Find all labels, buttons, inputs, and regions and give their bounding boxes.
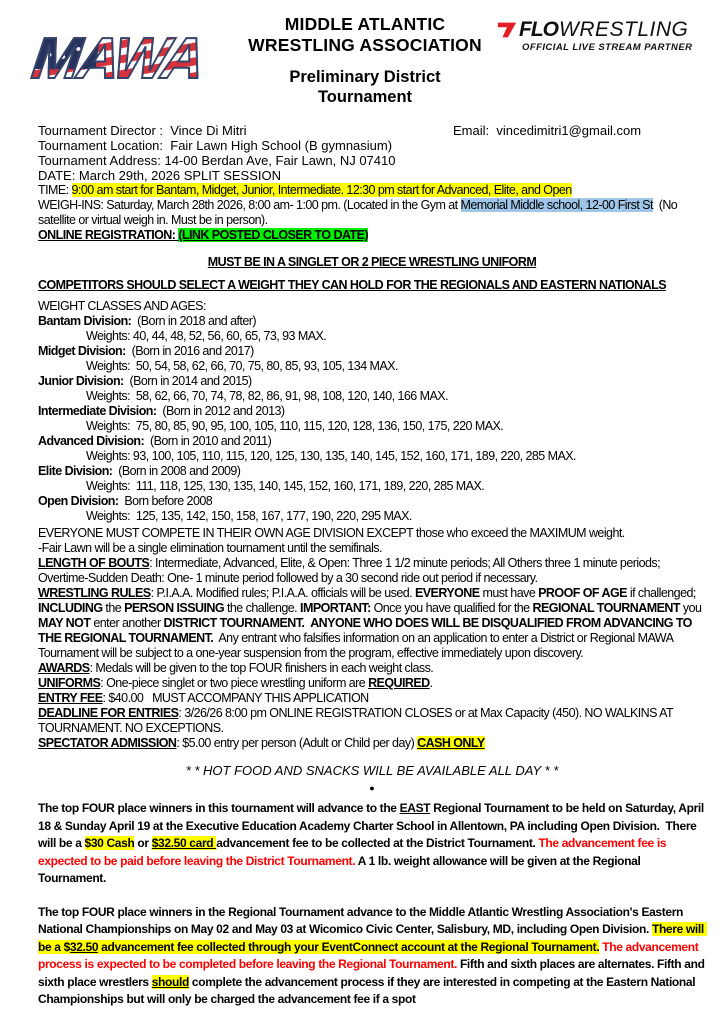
header bbox=[0, 0, 725, 118]
text-run: Elite Division: bbox=[38, 464, 113, 478]
entry-fee bbox=[38, 691, 706, 706]
open-weights bbox=[38, 509, 706, 524]
subtitle-line1: Preliminary District bbox=[289, 68, 441, 86]
text-run: $32.50 card bbox=[151, 836, 217, 850]
text-run: : Medals will be given to the top FOUR finishers in each weight class. bbox=[89, 661, 434, 675]
text-run: ● bbox=[369, 783, 375, 793]
text-run: . bbox=[429, 676, 433, 690]
text-run: (No satellite or virtual weigh in. Must be in person). bbox=[38, 198, 681, 227]
flo-arrow-icon bbox=[496, 19, 518, 41]
uniform-notice bbox=[38, 255, 706, 270]
text-run: Advanced Division: bbox=[38, 434, 145, 448]
text-run: ONLINE REGISTRATION: bbox=[38, 228, 179, 242]
text-run: Tournament Location: Fair Lawn High School (B gymnasium) bbox=[38, 138, 393, 153]
text-run: (Born in 2008 and 2009) bbox=[112, 464, 241, 478]
text-run: PERSON ISSUING bbox=[124, 601, 225, 615]
text-run: $30 Cash bbox=[84, 836, 135, 850]
age-division-rule bbox=[38, 526, 706, 541]
flo-light-text: WRESTLING bbox=[559, 18, 689, 41]
midget-division bbox=[38, 344, 706, 359]
regional-advancement-para bbox=[38, 904, 706, 1009]
text-run: WRESTLING RULES bbox=[38, 586, 151, 600]
text-run: : $5.00 entry per person (Adult or Child per day) bbox=[176, 736, 418, 750]
flowrestling-logo bbox=[496, 18, 722, 53]
text-run: TIME: bbox=[38, 183, 72, 197]
text-run: 32.50 bbox=[69, 939, 99, 954]
text-run: Any entrant who falsifies information on an application to enter a District or Regional MAWA Tournament will be subject to a one-year suspension from the program, effective immediately upon discovery. bbox=[38, 631, 676, 660]
text-run: ENTRY FEE bbox=[38, 691, 103, 705]
advanced-division bbox=[38, 434, 706, 449]
flo-bold-text: FLO bbox=[519, 18, 558, 41]
flo-tagline: OFFICIAL LIVE STREAM PARTNER bbox=[522, 42, 693, 53]
text-run: Regional Tournament to be held on Saturday, April 18 & Sunday April 19 at the Executive Education Academy Charter School in Allentown, PA including Open Division. There will be a bbox=[38, 801, 707, 850]
junior-division bbox=[38, 374, 706, 389]
junior-weights bbox=[38, 389, 706, 404]
text-run: Weights: 125, 135, 142, 150, 158, 167, 177, 190, 220, 295 MAX. bbox=[86, 509, 412, 523]
weight-classes-heading bbox=[38, 299, 706, 314]
text-run: EVERYONE MUST COMPETE IN THEIR OWN AGE DIVISION EXCEPT those who exceed the MAXIMUM weight. bbox=[38, 526, 625, 540]
bantam-weights bbox=[38, 329, 706, 344]
text-run: The advancement fee is expected to be paid before leaving the District Tournament. bbox=[38, 836, 670, 868]
text-run: 9:00 am start for Bantam, Midget, Junior, Intermediate. 12:30 pm start for Advanced, Elite, and Open bbox=[71, 183, 572, 197]
text-run: : Intermediate, Advanced, Elite, & Open: Three 1 1/2 minute periods; All Others three 1 minute periods; Overtime-Sudden Death: One- 1 minute period followed by a 30 second ride out period if necessary. bbox=[38, 556, 663, 585]
text-run: : One-piece singlet or two piece wrestling uniform are bbox=[100, 676, 369, 690]
open-division bbox=[38, 494, 706, 509]
spectator-admission bbox=[38, 736, 706, 751]
text-run: Weights: 111, 118, 125, 130, 135, 140, 145, 152, 160, 171, 189, 220, 285 MAX. bbox=[86, 479, 485, 493]
email-text: Email: vincedimitri1@gmail.com bbox=[453, 123, 642, 138]
weighins-line bbox=[38, 198, 706, 228]
text-run: AWARDS bbox=[38, 661, 90, 675]
text-run: : P.I.A.A. Modified rules; P.I.A.A. officials will be used. bbox=[150, 586, 415, 600]
elite-division bbox=[38, 464, 706, 479]
text-run: CASH ONLY bbox=[417, 736, 485, 750]
fair-lawn-note bbox=[38, 541, 706, 556]
text-run: the bbox=[102, 601, 125, 615]
document-body bbox=[38, 123, 706, 1009]
text-run: (Born in 2014 and 2015) bbox=[123, 374, 252, 388]
director-line bbox=[38, 123, 706, 138]
text-run: Fifth and sixth places are alternates. Fifth and sixth place wrestlers bbox=[38, 957, 708, 989]
title-block bbox=[208, 14, 522, 107]
wrestling-rules bbox=[38, 586, 706, 661]
text-run: REQUIRED bbox=[368, 676, 430, 690]
text-run: * * HOT FOOD AND SNACKS WILL BE AVAILABLE ALL DAY * * bbox=[185, 763, 559, 778]
text-run: EAST bbox=[399, 801, 431, 815]
text-run: (Born in 2012 and 2013) bbox=[156, 404, 285, 418]
text-run: -Fair Lawn will be a single elimination tournament until the semifinals. bbox=[38, 541, 382, 555]
address-line bbox=[38, 153, 706, 168]
uniforms bbox=[38, 676, 706, 691]
intermediate-division bbox=[38, 404, 706, 419]
text-run: WEIGHT CLASSES AND AGES: bbox=[38, 299, 206, 313]
text-run: Junior Division: bbox=[38, 374, 124, 388]
text-run: Weights: 93, 100, 105, 110, 115, 120, 125, 130, 135, 140, 145, 152, 160, 171, 189, 220, 285 MAX. bbox=[86, 449, 576, 463]
text-run: Weights: 50, 54, 58, 62, 66, 70, 75, 80, 85, 93, 105, 134 MAX. bbox=[86, 359, 398, 373]
subtitle-line2: Tournament bbox=[317, 88, 413, 106]
competitors-notice bbox=[38, 278, 706, 293]
text-run: enter another bbox=[90, 616, 164, 630]
text-run: DATE: March 29th, 2026 SPLIT SESSION bbox=[38, 168, 282, 183]
text-run: DEADLINE FOR ENTRIES bbox=[38, 706, 179, 720]
bantam-division bbox=[38, 314, 706, 329]
bullet-separator bbox=[38, 780, 706, 796]
text-run: EVERYONE bbox=[414, 586, 480, 600]
text-run: The top FOUR place winners in the Regional Tournament advance to the Middle Atlantic Wrestling Association's Eastern National Championships on May 02 and May 03 at Wicomico Civic Center, Salisbury, MD, including Open Division. bbox=[38, 904, 687, 936]
text-run: REGIONAL TOURNAMENT bbox=[532, 601, 680, 615]
text-run: if challenged; bbox=[626, 586, 699, 600]
text-run: PROOF OF AGE bbox=[538, 586, 627, 600]
text-run: should bbox=[151, 974, 189, 989]
intermediate-weights bbox=[38, 419, 706, 434]
food-notice bbox=[38, 763, 706, 778]
text-run: The top FOUR place winners in this tournament will advance to the bbox=[38, 801, 400, 815]
text-run: A 1 lb. weight allowance will be given at the Regional Tournament. bbox=[38, 853, 644, 885]
text-run: MAY NOT bbox=[38, 616, 91, 630]
text-run: Born before 2008 bbox=[118, 494, 213, 508]
text-run: ANYONE WHO DOES WILL BE DISQUALIFIED FROM ADVANCING TO THE REGIONAL TOURNAMENT. bbox=[38, 616, 695, 645]
text-run: the challenge. bbox=[224, 601, 301, 615]
text-run: advancement fee to be collected at the District Tournament. bbox=[216, 836, 539, 850]
text-run: you bbox=[679, 601, 705, 615]
text-run: Tournament Director : Vince Di Mitri bbox=[38, 123, 247, 138]
text-run: Open Division: bbox=[38, 494, 119, 508]
text-run: Memorial Middle school, 12-00 First St bbox=[460, 198, 653, 212]
date-line bbox=[38, 168, 706, 183]
text-run: Bantam Division: bbox=[38, 314, 132, 328]
text-run: There will be a $ bbox=[38, 922, 707, 954]
text-run: Tournament Address: 14-00 Berdan Ave, Fair Lawn, NJ 07410 bbox=[38, 153, 396, 168]
length-of-bouts bbox=[38, 556, 706, 586]
midget-weights bbox=[38, 359, 706, 374]
text-run: LENGTH OF BOUTS bbox=[38, 556, 150, 570]
text-run: IMPORTANT: bbox=[300, 601, 371, 615]
text-run: : $40.00 MUST ACCOMPANY THIS APPLICATION bbox=[102, 691, 369, 705]
deadline-for-entries bbox=[38, 706, 706, 736]
text-run: Weights: 75, 80, 85, 90, 95, 100, 105, 110, 115, 120, 128, 136, 150, 175, 220 MAX. bbox=[86, 419, 504, 433]
time-line bbox=[38, 183, 706, 198]
flowrestling-wordmark bbox=[496, 18, 722, 42]
text-run: (Born in 2018 and after) bbox=[131, 314, 256, 328]
text-run: (LINK POSTED CLOSER TO DATE) bbox=[178, 228, 369, 242]
text-run: DISTRICT TOURNAMENT. bbox=[163, 616, 305, 630]
text-run: Weights: 40, 44, 48, 52, 56, 60, 65, 73, 93 MAX. bbox=[86, 329, 327, 343]
text-run: (Born in 2010 and 2011) bbox=[144, 434, 272, 448]
text-run: Midget Division: bbox=[38, 344, 126, 358]
text-run: (Born in 2016 and 2017) bbox=[125, 344, 254, 358]
text-run: SPECTATOR ADMISSION bbox=[38, 736, 177, 750]
mawa-logo bbox=[28, 16, 229, 100]
advanced-weights bbox=[38, 449, 706, 464]
district-advancement-para bbox=[38, 800, 706, 888]
online-registration-line bbox=[38, 228, 706, 243]
org-title-line2: WRESTLING ASSOCIATION bbox=[248, 35, 482, 55]
text-run: or bbox=[134, 836, 152, 850]
text-run: Weights: 58, 62, 66, 70, 74, 78, 82, 86, 91, 98, 108, 120, 140, 166 MAX. bbox=[86, 389, 448, 403]
text-run: Intermediate Division: bbox=[38, 404, 157, 418]
awards bbox=[38, 661, 706, 676]
text-run: COMPETITORS SHOULD SELECT A WEIGHT THEY CAN HOLD FOR THE REGIONALS AND EASTERN NATIONALS bbox=[38, 278, 667, 292]
text-run: : 3/26/26 8:00 pm ONLINE REGISTRATION CLOSES or at Max Capacity (450). NO WALKINS AT TOURNAMENT. NO EXCEPTIONS. bbox=[38, 706, 676, 735]
text-run: must have bbox=[479, 586, 539, 600]
text-run: The advancement process is expected to be completed before leaving the Regional Tournament. bbox=[38, 939, 702, 971]
text-run: advancement fee collected through your EventConnect account at the Regional Tournament. bbox=[98, 939, 600, 954]
text-run: Once you have qualified for the bbox=[370, 601, 533, 615]
text-run: WEIGH-INS: Saturday, March 28th 2026, 8:00 am- 1:00 pm. (Located in the Gym at bbox=[38, 198, 461, 212]
mawa-logo-text: MAWA bbox=[28, 25, 207, 91]
text-run: MUST BE IN A SINGLET OR 2 PIECE WRESTLING UNIFORM bbox=[207, 255, 537, 269]
text-run: UNIFORMS bbox=[38, 676, 101, 690]
text-run: complete the advancement process if they are interested in competing at the Eastern National Championships but will only be charged the advancement fee if a spot bbox=[38, 974, 699, 1006]
org-title-line1: MIDDLE ATLANTIC bbox=[284, 14, 446, 34]
location-line bbox=[38, 138, 706, 153]
elite-weights bbox=[38, 479, 706, 494]
text-run: INCLUDING bbox=[38, 601, 103, 615]
